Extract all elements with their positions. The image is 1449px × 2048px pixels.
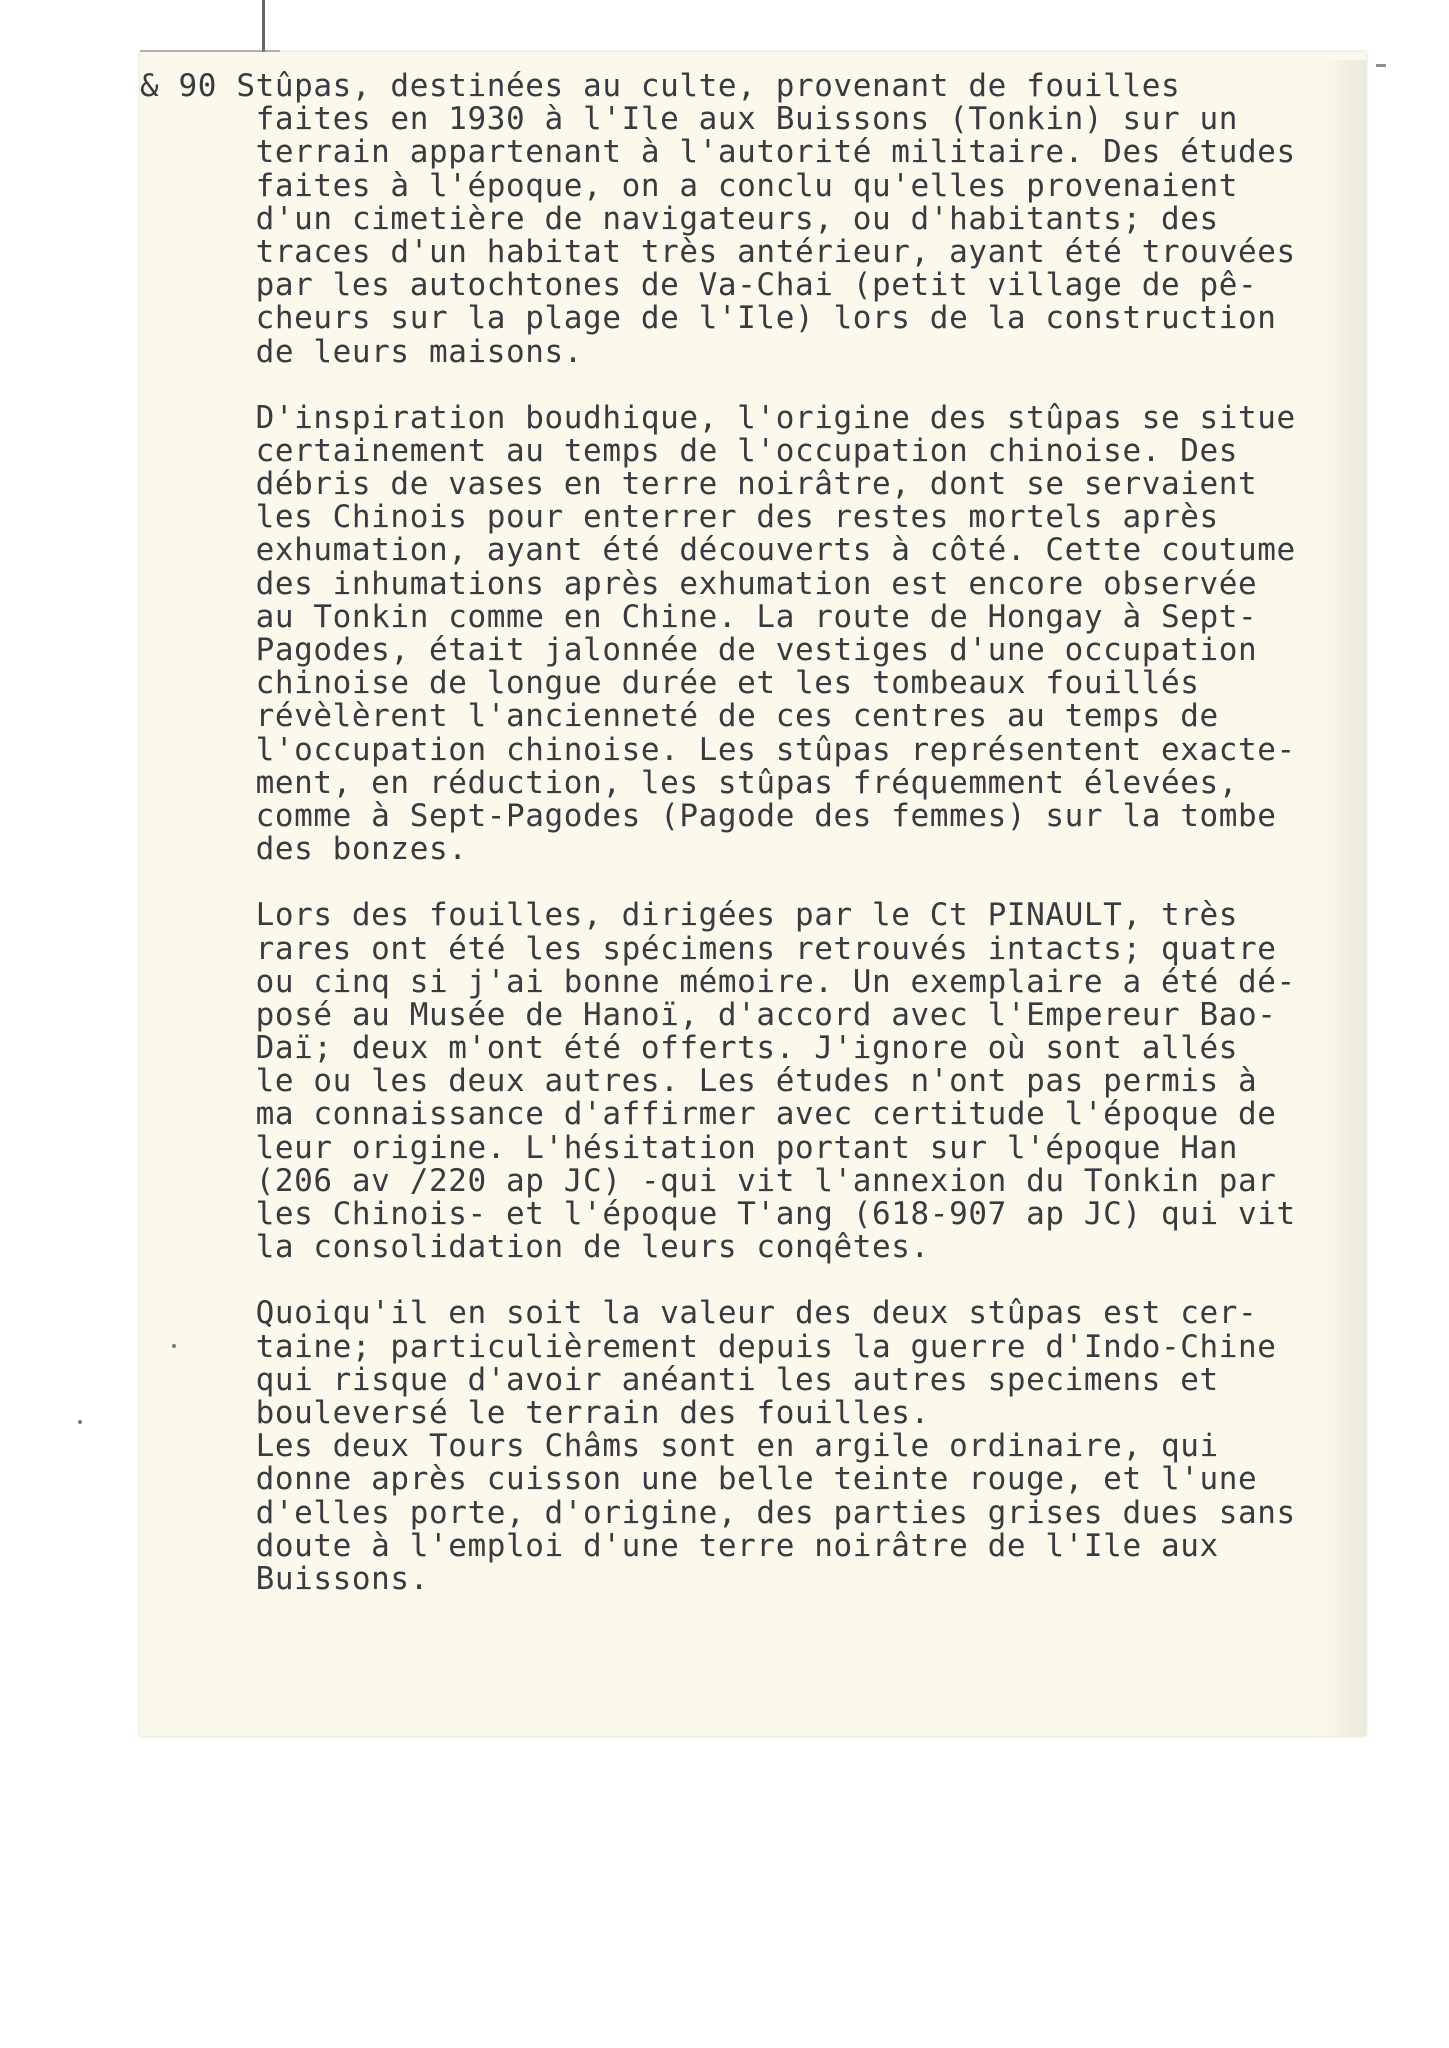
text-line: au Tonkin comme en Chine. La route de Hongay à Sept-: [140, 598, 1258, 635]
text-line: Buissons.: [140, 1560, 429, 1597]
ink-speck: [78, 1420, 82, 1424]
text-line: faites à l'époque, on a conclu qu'elles provenaient: [140, 167, 1239, 204]
paragraph-stupas-origin: [140, 70, 1360, 369]
text-line: (206 av /220 ap JC) -qui vit l'annexion du Tonkin par: [140, 1162, 1277, 1199]
text-line: faites en 1930 à l'Ile aux Buissons (Tonkin) sur un: [140, 101, 1239, 138]
text-line: d'elles porte, d'origine, des parties grises dues sans: [140, 1494, 1296, 1531]
text-line: chinoise de longue durée et les tombeaux fouillés: [140, 665, 1200, 702]
text-line: & 90 Stûpas, destinées au culte, provenant de fouilles: [140, 68, 1181, 104]
text-line: Daï; deux m'ont été offerts. J'ignore où sont allés: [140, 1030, 1239, 1067]
text-line: cheurs sur la plage de l'Ile) lors de la construction: [140, 300, 1277, 337]
text-line: Pagodes, était jalonnée de vestiges d'une occupation: [140, 632, 1258, 668]
text-line: des inhumations après exhumation est encore observée: [140, 565, 1258, 602]
text-line: l'occupation chinoise. Les stûpas représentent exacte-: [140, 731, 1296, 768]
text-line: taine; particulièrement depuis la guerre d'Indo-Chine: [140, 1328, 1277, 1365]
text-line: traces d'un habitat très antérieur, ayant été trouvées: [140, 233, 1296, 270]
text-line: les Chinois- et l'époque T'ang (618-907 ap JC) qui vit: [140, 1196, 1296, 1232]
text-line: la consolidation de leurs conqêtes.: [140, 1229, 930, 1266]
text-line: révèlèrent l'ancienneté de ces centres au temps de: [140, 698, 1219, 735]
text-line: doute à l'emploi d'une terre noirâtre de l'Ile aux: [140, 1527, 1219, 1564]
text-line: qui risque d'avoir anéanti les autres specimens et: [140, 1361, 1219, 1398]
text-line: Lors des fouilles, dirigées par le Ct PINAULT, très: [140, 897, 1239, 934]
paragraph-excavations: [140, 899, 1360, 1264]
text-line: bouleversé le terrain des fouilles.: [140, 1394, 930, 1431]
text-line: certainement au temps de l'occupation chinoise. Des: [140, 432, 1239, 469]
text-line: leur origine. L'hésitation portant sur l'époque Han: [140, 1129, 1239, 1166]
text-line: d'un cimetière de navigateurs, ou d'habitants; des: [140, 200, 1219, 237]
text-line: terrain appartenant à l'autorité militaire. Des études: [140, 134, 1296, 171]
text-line: le ou les deux autres. Les études n'ont pas permis à: [140, 1063, 1258, 1100]
text-line: ma connaissance d'affirmer avec certitude l'époque de: [140, 1096, 1277, 1133]
text-line: ou cinq si j'ai bonne mémoire. Un exemplaire a été dé-: [140, 963, 1296, 1000]
text-line: exhumation, ayant été découverts à côté. Cette coutume: [140, 532, 1296, 569]
text-line: Quoiqu'il en soit la valeur des deux stûpas est cer-: [140, 1295, 1258, 1332]
text-line: donne après cuisson une belle teinte rouge, et l'une: [140, 1461, 1258, 1498]
document-body: [140, 70, 1360, 1596]
edge-mark: [1376, 64, 1386, 67]
text-line: les Chinois pour enterrer des restes mortels après: [140, 499, 1219, 536]
text-line: comme à Sept-Pagodes (Pagode des femmes) sur la tombe: [140, 797, 1277, 834]
text-line: par les autochtones de Va-Chai (petit village de pê-: [140, 267, 1258, 304]
text-line: posé au Musée de Hanoï, d'accord avec l'Empereur Bao-: [140, 996, 1277, 1033]
text-line: ment, en réduction, les stûpas fréquemment élevées,: [140, 764, 1239, 801]
text-line: D'inspiration boudhique, l'origine des stûpas se situe: [140, 399, 1296, 436]
text-line: de leurs maisons.: [140, 333, 584, 370]
paragraph-value-and-towers: [140, 1297, 1360, 1596]
text-line: débris de vases en terre noirâtre, dont se servaient: [140, 466, 1258, 503]
text-line: Les deux Tours Châms sont en argile ordinaire, qui: [140, 1428, 1219, 1465]
text-line: rares ont été les spécimens retrouvés intacts; quatre: [140, 930, 1277, 967]
text-line: des bonzes.: [140, 831, 468, 868]
paragraph-buddhist-inspiration: [140, 399, 1360, 868]
